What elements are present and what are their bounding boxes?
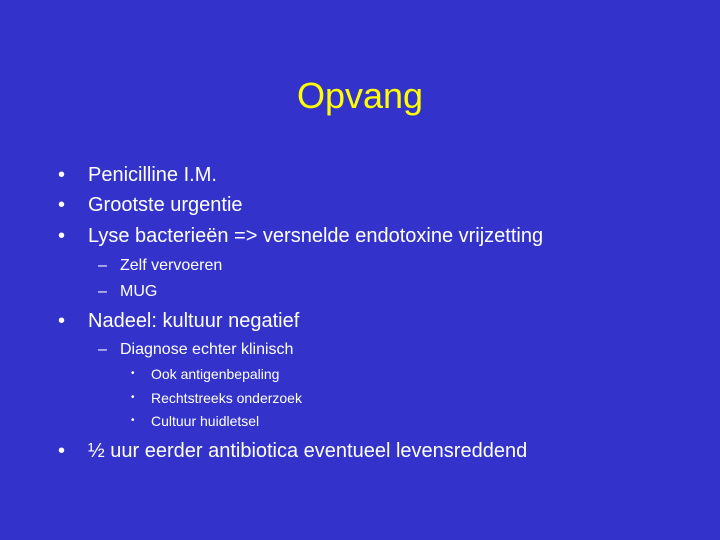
sub-sub-item-3 (131, 412, 260, 430)
dash-marker: – (98, 341, 107, 358)
bullet-text: Lyse bacterieën => versnelde endotoxine vrijzetting (88, 225, 544, 247)
bullet-text: Grootste urgentie (88, 194, 243, 216)
bullet-text: Nadeel: kultuur negatief (88, 310, 300, 332)
sub-item-text: MUG (120, 283, 158, 300)
bullet-marker: • (58, 164, 66, 186)
bullet-item-4 (58, 309, 300, 333)
sub-item-3 (98, 340, 294, 360)
sub-item-2 (98, 282, 158, 302)
bullet-marker: • (58, 225, 66, 247)
sub-sub-item-text: Rechtstreeks onderzoek (151, 390, 302, 406)
slide-title: Opvang (296, 75, 424, 116)
bullet-text: Penicilline I.M. (88, 164, 217, 186)
sub-sub-item-1 (131, 365, 280, 383)
sub-sub-item-2 (131, 389, 302, 407)
bullet-text: ½ uur eerder antibiotica eventueel levensreddend (88, 440, 528, 462)
small-bullet-marker: • (131, 415, 135, 426)
bullet-item-3 (58, 224, 544, 248)
sub-item-1 (98, 256, 223, 276)
sub-sub-item-text: Cultuur huidletsel (151, 413, 260, 429)
small-bullet-marker: • (131, 368, 135, 379)
small-bullet-marker: • (131, 392, 135, 403)
bullet-item-1 (58, 163, 217, 187)
bullet-marker: • (58, 194, 66, 216)
bullet-marker: • (58, 440, 66, 462)
sub-item-text: Diagnose echter klinisch (120, 341, 294, 358)
sub-sub-item-text: Ook antigenbepaling (151, 366, 280, 382)
dash-marker: – (98, 283, 107, 300)
bullet-item-5 (58, 439, 528, 463)
sub-item-text: Zelf vervoeren (120, 257, 223, 274)
bullet-marker: • (58, 310, 66, 332)
dash-marker: – (98, 257, 107, 274)
bullet-item-2 (58, 193, 243, 217)
